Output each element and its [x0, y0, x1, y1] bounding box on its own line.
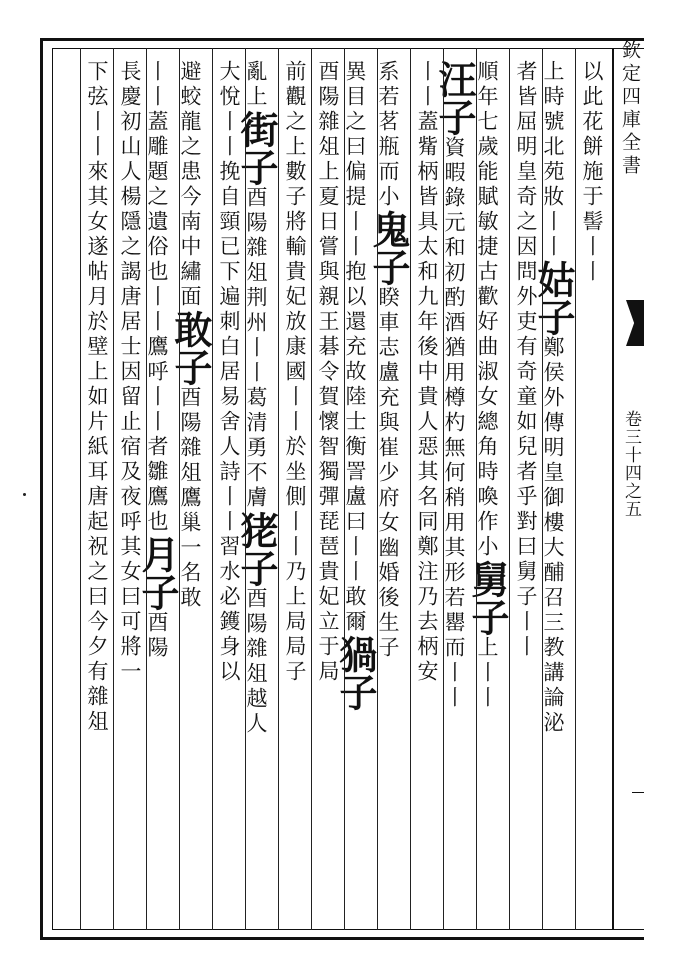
center-fold-line — [612, 48, 614, 930]
text-segment: 亂上 — [244, 60, 268, 110]
text-segment: 異目之曰偏提 — [343, 60, 367, 210]
text-segment: 雜俎 — [85, 685, 109, 735]
column-rule — [146, 48, 147, 930]
column-rule — [509, 48, 510, 930]
headword: 月子 — [135, 535, 180, 611]
volume-label: 卷三十四之五 — [621, 410, 641, 518]
text-segment: 順年七歲能賦敏捷古歡好曲淑女總角時喚作小 — [475, 60, 499, 560]
text-segment: 者雛鷹也 — [145, 435, 169, 535]
text-segment: 蓋觜柄皆具太和九年後中貴人惡其名同鄭注乃去柄安 — [415, 110, 439, 685]
text-segment: 前觀之上數子將輸貴妃放康國 — [283, 60, 307, 385]
repeat-mark: 丨丨 — [145, 60, 169, 110]
repeat-mark: 丨丨 — [244, 336, 268, 386]
text-segment: 下弦 — [85, 60, 109, 110]
text-segment: 酉陽雜俎鷹巢一名敢 — [178, 386, 202, 611]
text-segment: 葛清勇不膚 — [244, 386, 268, 511]
column-rule — [542, 48, 543, 930]
repeat-mark: 丨丨 — [514, 610, 538, 660]
repeat-mark: 丨丨 — [343, 210, 367, 260]
repeat-mark: 丨丨 — [283, 385, 307, 435]
column-rule — [179, 48, 180, 930]
text-column — [578, 60, 606, 920]
text-segment: 酉陽雜俎越人 — [244, 587, 268, 737]
repeat-mark: 丨丨 — [442, 661, 466, 711]
repeat-mark: 丨丨 — [415, 60, 439, 110]
repeat-mark: 丨丨 — [85, 110, 109, 160]
text-column — [333, 60, 378, 920]
column-rule — [410, 48, 411, 930]
text-segment: 鄭侯外傳明皇御樓大酺召三教講論泌 — [541, 336, 565, 736]
headword: 舅子 — [465, 560, 510, 636]
text-segment: 抱以還充故陸士衡詈盧曰 — [343, 260, 367, 535]
text-column — [234, 60, 279, 920]
headword: 猧子 — [333, 635, 378, 711]
repeat-mark: 丨丨 — [283, 510, 307, 560]
text-segment: 來其女遂帖月於壁上如片紙耳唐起祝之曰今夕有 — [85, 160, 109, 685]
column-rule — [575, 48, 576, 930]
column-rule — [245, 48, 246, 930]
repeat-mark: 丨丨 — [145, 385, 169, 435]
text-column — [512, 60, 540, 920]
text-segment: 酉陽雜俎上夏日嘗與親王碁令賀懷智獨彈琵琶貴妃立于局 — [316, 60, 340, 685]
text-column — [83, 60, 111, 920]
headword: 街子 — [234, 110, 279, 186]
text-segment: 酉陽 — [145, 611, 169, 661]
repeat-mark: 丨丨 — [580, 235, 604, 285]
text-segment: 其形若罌而 — [442, 536, 466, 661]
repeat-mark: 丨丨 — [541, 210, 565, 260]
text-segment: 長慶初山人楊隱之謁唐居士因留止宿及夜呼其女曰可將一 — [118, 60, 142, 685]
column-rule — [443, 48, 444, 930]
text-segment: 以此花餅施于髻 — [580, 60, 604, 235]
margin-dot — [23, 493, 26, 496]
repeat-mark: 丨丨 — [145, 285, 169, 335]
repeat-mark: 丨丨 — [217, 110, 241, 160]
repeat-mark: 丨丨 — [343, 535, 367, 585]
text-segment: 習水必鑊身以 — [217, 535, 241, 685]
column-rule — [80, 48, 81, 930]
headword: 汪子 — [432, 60, 477, 136]
repeat-mark: 丨丨 — [475, 661, 499, 711]
text-segment: 大悅 — [217, 60, 241, 110]
text-segment: 酉陽雜俎荆州 — [244, 186, 268, 336]
text-column — [413, 60, 441, 920]
text-segment: 上 — [475, 636, 499, 661]
text-segment: 睽車志盧充與崔少府女幽婚後生子 — [376, 286, 400, 661]
text-column — [314, 60, 342, 920]
column-rule — [212, 48, 213, 930]
text-column — [281, 60, 309, 920]
column-rule — [377, 48, 378, 930]
text-column — [215, 60, 243, 920]
headword: 敢子 — [168, 310, 213, 386]
headword: 鬼子 — [366, 210, 411, 286]
text-segment: 者皆屈明皇奇之因問外吏有奇童如兒者乎對曰舅子 — [514, 60, 538, 610]
text-column — [135, 60, 180, 920]
column-rule — [476, 48, 477, 930]
text-segment: 鷹呼 — [145, 335, 169, 385]
text-segment: 蓋雕題之遺俗也 — [145, 110, 169, 285]
column-rule — [344, 48, 345, 930]
text-column — [465, 60, 510, 920]
text-segment: 挽自頸已下遍刺白居易舍人詩 — [217, 160, 241, 485]
text-column — [168, 60, 213, 920]
text-segment: 系若茗瓶而小 — [376, 60, 400, 210]
text-segment: 資暇錄元和初酌酒猶用樽杓無何稍用 — [442, 136, 466, 536]
column-rule — [311, 48, 312, 930]
repeat-mark: 丨丨 — [217, 485, 241, 535]
header-title: 欽定四庫全書 — [619, 40, 641, 178]
headword: 姑子 — [531, 260, 576, 336]
text-segment: 避蛟龍之患今南中繡面 — [178, 60, 202, 310]
text-column — [116, 60, 144, 920]
text-segment: 乃上局局子 — [283, 560, 307, 685]
column-rule — [113, 48, 114, 930]
fold-tick-mark — [632, 792, 644, 793]
text-segment: 敢爾 — [343, 585, 367, 635]
text-column — [531, 60, 576, 920]
text-column — [432, 60, 477, 920]
text-segment: 於坐側 — [283, 435, 307, 510]
headword: 狫子 — [234, 511, 279, 587]
text-segment: 上時號北苑妝 — [541, 60, 565, 210]
text-column — [366, 60, 411, 920]
